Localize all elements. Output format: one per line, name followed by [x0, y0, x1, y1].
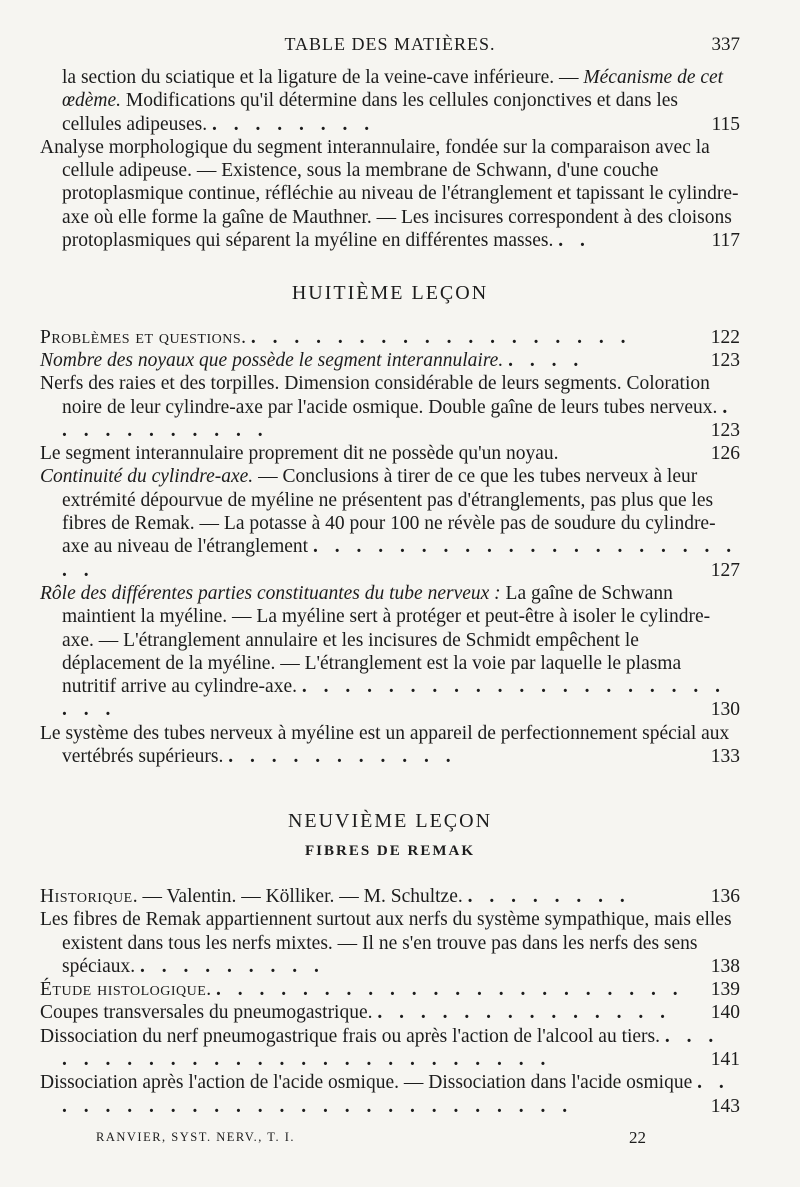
entry-smallcaps-text: Problèmes et questions — [40, 326, 242, 348]
entry-text: Le système des tubes nerveux à myéline est un appareil de perfectionnement spécial aux vertébrés supérieurs. — [40, 722, 730, 768]
entry-italic-text: Nombre des noyaux que possède le segment interannulaire. — [40, 349, 504, 371]
leader-dots: . . . . . . . . . . . — [228, 746, 457, 768]
entry-text: Modifications qu'il détermine dans les cellules conjonctives et dans les cellules adipeuses. — [62, 90, 678, 135]
leader-dots: . . — [558, 230, 591, 252]
toc-entry — [40, 722, 740, 769]
entry-page: 130 — [710, 699, 740, 721]
entry-smallcaps-text: Historique — [40, 885, 133, 907]
leader-dots: . . . . . . . . . . . . . . . . . . . . . . — [216, 979, 684, 1001]
entry-italic-text: Mécanisme de cet œdème. — [62, 67, 724, 112]
leader-dots: . . . . — [508, 349, 585, 371]
toc-entry — [40, 326, 740, 349]
toc-entry — [40, 885, 740, 908]
leader-dots: . . . . . . . . . — [139, 955, 325, 977]
entry-text: la section du sciatique et la ligature de la veine-cave inférieure. — — [62, 67, 584, 88]
toc-entry — [40, 1025, 740, 1072]
entry-page: 123 — [710, 419, 740, 441]
toc-entry — [40, 349, 740, 372]
entry-text: La gaîne de Schwann maintient la myéline. — La myéline sert à protéger et peut-être à isoler le cylindre-axe. — L'étranglement annulaire et les incisures de Schmidt empêchent le déplacement de la myéline. — L'étranglement est la voie par laquelle le plasma nutritif arrive au cylindre-axe. — [62, 582, 711, 698]
toc-entry — [40, 582, 740, 722]
sheet-number: 22 — [629, 1128, 646, 1147]
entry-page: 141 — [710, 1048, 740, 1070]
toc-entry — [40, 372, 740, 442]
lecon-subheading: FIBRES DE REMAK — [304, 842, 476, 859]
toc-entry — [40, 66, 740, 136]
entry-text: Le segment interannulaire proprement dit ne possède qu'un noyau. — [40, 443, 559, 465]
lecon-heading: NEUVIÈME LEÇON — [287, 810, 493, 833]
entry-text: . — [241, 326, 247, 348]
leader-dots: . . . . . . . . . . . . . . . . . . . . . . . — [62, 676, 726, 721]
entry-text: Analyse morphologique du segment interannulaire, fondée sur la comparaison avec la cellule adipeuse. — Existence, sous la membrane de Schwann, d'une couche protoplasmique continue, réfléchie au niveau de l'étranglement et tapissant le cylindre-axe où elle forme la gaîne de Mauthner. — Les incisures correspondent à des cloisons protoplasmiques qui séparent la myéline en différentes masses. — [40, 136, 739, 252]
leader-dots: . . . . . . . . . . . — [62, 396, 734, 441]
leader-dots: . . . . . . . . — [467, 885, 631, 907]
toc-entry — [40, 978, 740, 1001]
leader-dots: . . . . . . . . . . . . . . . . . . . . . . . . . . — [62, 1072, 730, 1117]
entry-page: 126 — [710, 443, 740, 465]
entry-page: 123 — [710, 349, 740, 371]
entry-italic-text: Continuité du cylindre-axe. — [40, 466, 254, 488]
running-title: TABLE DES MATIÈRES. — [284, 34, 496, 54]
page-number: 337 — [711, 34, 740, 55]
entry-text: — Conclusions à tirer de ce que les tubes nerveux à leur extrémité dépourvue de myéline ne présentent pas d'étranglements, pas plus que les fibres de Remak. — La potasse à 40 pour 100 ne révèle pas de soudure du cylindre-axe au niveau de l'étranglement — [62, 466, 716, 558]
entry-page: 136 — [710, 885, 740, 907]
entry-smallcaps-text: Étude histologique — [40, 979, 207, 1001]
entry-text: Nerfs des raies et des torpilles. Dimension considérable de leurs segments. Coloration noire de leur cylindre-axe par l'acide osmique. Double gaîne de leurs tubes nerveux. — [40, 373, 718, 418]
toc-entry — [40, 442, 740, 465]
toc-entry — [40, 908, 740, 978]
leader-dots: . . . . . . . . . . . . . . — [377, 1002, 672, 1024]
entry-text: Coupes transversales du pneumogastrique. — [40, 1002, 373, 1024]
entry-page: 127 — [710, 559, 740, 581]
table-of-contents — [40, 66, 740, 1118]
running-head — [40, 34, 740, 62]
entry-text: Les fibres de Remak appartiennent surtout aux nerfs du système sympathique, mais elles existent dans tous les nerfs mixtes. — Il ne s'en trouve pas dans les nerfs des sens spéciaux. — [40, 909, 732, 977]
signature-text: RANVIER, SYST. NERV., T. I. — [96, 1130, 296, 1144]
toc-entry — [40, 1001, 740, 1024]
entry-page: 140 — [710, 1002, 740, 1024]
entry-text: . — [206, 979, 212, 1001]
lecon-heading: HUITIÈME LEÇON — [291, 282, 489, 305]
entry-text: Dissociation du nerf pneumogastrique frais ou après l'action de l'alcool au tiers. — [40, 1025, 661, 1047]
toc-entry — [40, 465, 740, 581]
leader-dots: . . . . . . . . — [212, 113, 376, 135]
leader-dots: . . . . . . . . . . . . . . . . . . . . . . . . . . — [62, 1025, 720, 1070]
leader-dots: . . . . . . . . . . . . . . . . . . . . . . — [62, 536, 738, 581]
entry-text: Dissociation après l'action de l'acide osmique. — Dissociation dans l'acide osmique — [40, 1072, 693, 1094]
entry-page: 139 — [710, 979, 740, 1001]
entry-text: . — Valentin. — Kölliker. — M. Schultze. — [132, 885, 463, 907]
entry-page: 115 — [711, 113, 740, 135]
entry-page: 138 — [710, 955, 740, 977]
entry-page: 143 — [710, 1095, 740, 1117]
leader-dots: . . . . . . . . . . . . . . . . . . — [250, 326, 632, 348]
signature-line — [96, 1130, 646, 1152]
entry-page: 133 — [710, 746, 740, 768]
entry-italic-text: Rôle des différentes parties constituantes du tube nerveux : — [40, 582, 501, 604]
entry-page: 117 — [711, 230, 740, 252]
toc-entry — [40, 136, 740, 252]
entry-page: 122 — [710, 326, 740, 348]
toc-entry — [40, 1071, 740, 1118]
